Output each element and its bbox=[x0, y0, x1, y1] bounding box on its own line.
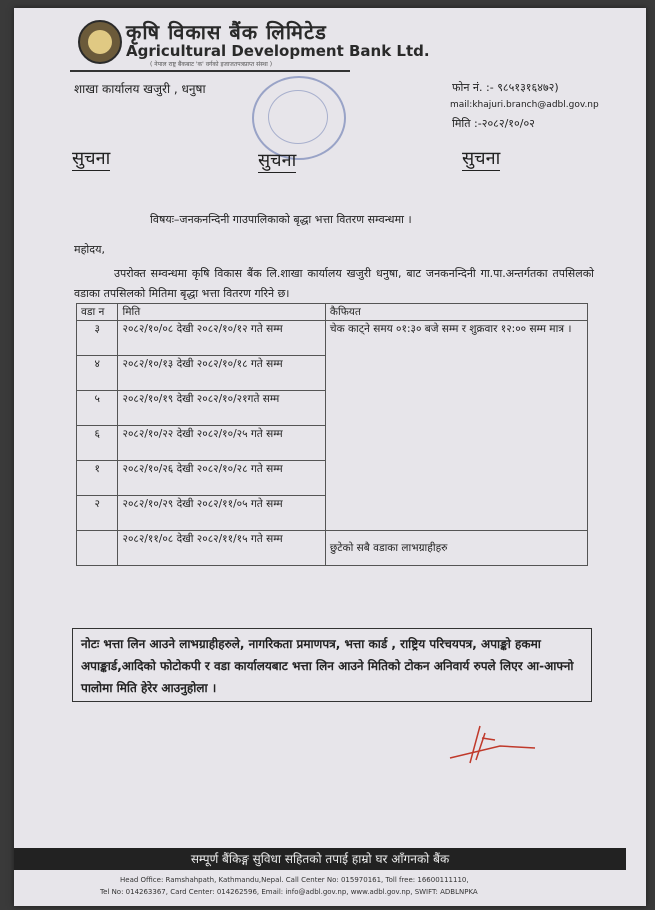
notice-title-center: सुचना bbox=[258, 150, 297, 171]
footer-slogan: सम्पूर्ण बैंकिङ्ग सुविधा सहितको तपाई हाम्रो घर आँगनको बैंक bbox=[14, 848, 626, 870]
notice-title-right: सुचना bbox=[462, 148, 501, 169]
table-header-row bbox=[77, 304, 588, 321]
email-address: mail:khajuri.branch@adbl.gov.np bbox=[450, 100, 599, 110]
stamp-icon bbox=[268, 90, 328, 144]
bank-tagline: ( नेपाल राष्ट्र बैंकबाट 'क' वर्गको इजाजतपत्रप्राप्त संस्था ) bbox=[150, 61, 273, 68]
date-range: २०८२/११/०८ देखी २०८२/११/१५ गते सम्म bbox=[118, 531, 325, 566]
ward-number: ६ bbox=[77, 426, 118, 461]
date-range: २०८२/१०/१९ देखी २०८२/१०/२१गते सम्म bbox=[118, 391, 325, 426]
header-remarks: कैफियत bbox=[325, 304, 587, 321]
subject-line: विषयः–जनकनन्दिनी गाउपालिकाको बृद्धा भत्ता वितरण सम्वन्धमा । bbox=[150, 213, 412, 226]
ward-number: ३ bbox=[77, 321, 118, 356]
footer-contact-line: Tel No: 014263367, Card Center: 014262596, Email: info@adbl.gov.np, www.adbl.gov.np, SWIFT: ADBLNPKA bbox=[100, 888, 478, 896]
ward-number bbox=[77, 531, 118, 566]
ward-number: २ bbox=[77, 496, 118, 531]
header-ward: वडा न bbox=[77, 304, 118, 321]
table-row bbox=[77, 531, 588, 566]
date-range: २०८२/१०/०८ देखी २०८२/१०/१२ गते सम्म bbox=[118, 321, 325, 356]
ward-number: १ bbox=[77, 461, 118, 496]
signature-icon bbox=[440, 718, 540, 768]
body-paragraph: उपरोक्त सम्वन्धमा कृषि विकास बैंक लि.शाखा कार्यालय खजुरी धनुषा, बाट जनकनन्दिनी गा.पा.अन्तर्गतका तपसिलको वडाका तपसिलको मितिमा बृद्धा भत्ता वितरण गरिने छ। bbox=[74, 267, 594, 300]
ward-number: ५ bbox=[77, 391, 118, 426]
adbl-logo-icon bbox=[78, 20, 122, 64]
notice-title-left: सुचना bbox=[72, 148, 111, 169]
salutation: महोदय, bbox=[74, 243, 105, 256]
date-range: २०८२/१०/२६ देखी २०८२/१०/२८ गते सम्म bbox=[118, 461, 325, 496]
header-divider bbox=[70, 70, 350, 72]
footer-address-line: Head Office: Ramshahpath, Kathmandu,Nepal. Call Center No: 015970161, Toll free: 16600111110, bbox=[120, 876, 469, 884]
distribution-schedule-table bbox=[76, 303, 588, 566]
bank-name-nepali: कृषि विकास बैंक लिमिटेड bbox=[126, 20, 327, 44]
date-range: २०८२/१०/२२ देखी २०८२/१०/२५ गते सम्म bbox=[118, 426, 325, 461]
bank-name-english: Agricultural Development Bank Ltd. bbox=[126, 42, 430, 60]
date-range: २०८२/१०/२९ देखी २०८२/११/०५ गते सम्म bbox=[118, 496, 325, 531]
remark-time: चेक काट्ने समय ०१:३० बजे सम्म र शुक्रवार १२:०० सम्म मात्र । bbox=[325, 321, 587, 531]
phone-number: फोन नं. :- ९८५१३१६४७२) bbox=[452, 81, 559, 94]
note-box: नोटः भत्ता लिन आउने लाभग्राहीहरुले, नागरिकता प्रमाणपत्र, भत्ता कार्ड , राष्ट्रिय परिचयपत्र, अपाङ्को हकमा अपाङ्कार्ड,आदिको फोटोकपी र वडा कार्यालयबाट भत्ता लिन आउने मितिको टोकन अनिवार्य रुपले लिएर आ-आफ्नो पालोमा मिति हेरेर आउनुहोला । bbox=[72, 628, 592, 702]
branch-name: शाखा कार्यालय खजुरी , धनुषा bbox=[74, 82, 206, 96]
date-range: २०८२/१०/१३ देखी २०८२/१०/१८ गते सम्म bbox=[118, 356, 325, 391]
ward-number: ४ bbox=[77, 356, 118, 391]
header-date: मिति bbox=[118, 304, 325, 321]
remark-remaining-wards: छुटेको सबै वडाका लाभग्राहीहरु bbox=[325, 531, 587, 566]
table-row bbox=[77, 321, 588, 356]
letter-date: मिति :-२०८२/१०/०२ bbox=[452, 117, 535, 130]
